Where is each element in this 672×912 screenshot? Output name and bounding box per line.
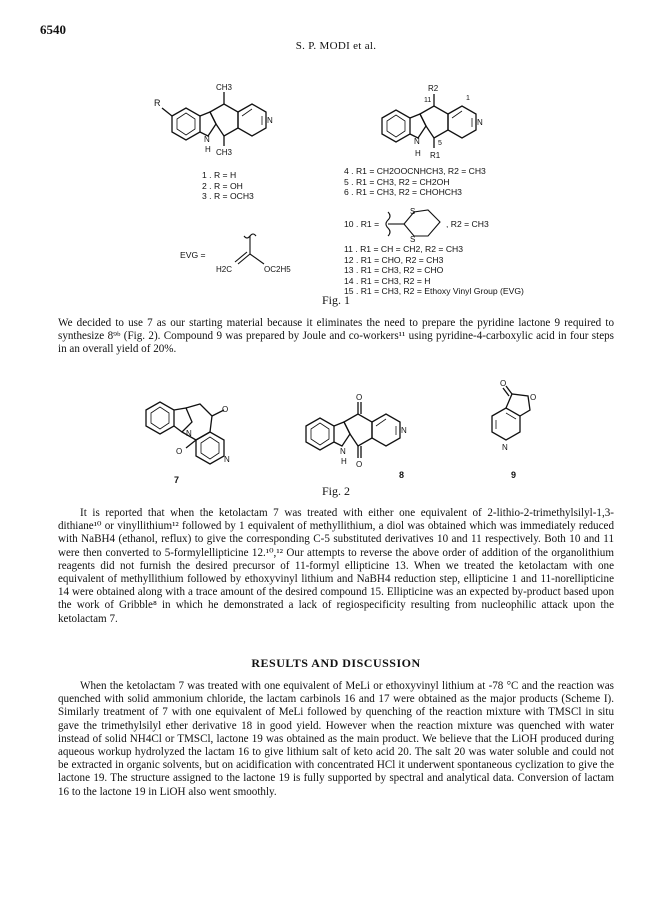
evg-oc2h5: OC2H5	[264, 265, 291, 274]
series-compound-list-2	[344, 244, 524, 297]
pyridine-nitrogen: N	[502, 443, 508, 452]
ellipticine-parent-structure	[150, 78, 300, 160]
list-item: 2 . R = OH	[202, 180, 243, 191]
dithiane-prefix: 10 . R1 =	[344, 219, 380, 229]
dithiane-ring	[384, 200, 448, 244]
ellipticine-series-structure	[370, 78, 510, 166]
indole-hydrogen: H	[415, 149, 421, 158]
position-11: 11	[424, 97, 432, 104]
quinone-oxygen-top: O	[356, 393, 363, 402]
position-1: 1	[466, 95, 470, 102]
list-item: 11 . R1 = CH = CH2, R2 = CH3	[344, 244, 464, 254]
list-item: 6 . R1 = CH3, R2 = CHOHCH3	[344, 187, 462, 198]
indole-nitrogen: N	[340, 447, 346, 456]
compound-7-label: 7	[174, 475, 180, 485]
sulfur-bottom: S	[410, 235, 416, 244]
body-paragraph: It is reported that when the ketolactam 7 was treated with either one equivalent of 2-lithio-2-trimethylsilyl-1,3-dithiane¹⁰ or vinyllithium¹² followed by 1 equivalent of methyllithium, a diol was obtained which was immediately reduced with NaBH4 (ethanol, reflux) to give the corresponding C-5 substituted derivatives 10 and 11 respectively. Both 10 and 11 were then converted to 5-formylellipticine 12.¹⁰,¹² Our attempts to reverse the above order of addition of the organolithium reagents did not furnish the desired precursor of 11-formyl ellipticine 13. When we treated the ketolactam with one equivalent of methyllithium followed by ethoxyvinyl lithium and NaBH4 reduction step, ellipticine 1 and 11-norellipticine 14 were obtained along with a trace amount of the desired compound 15. Ellipticine was an expected by-product based upon the work of Gribble⁸ in which he demonstrated a lack of regiospecificity resulting from nucleophilic attack upon the ketolactam 7.	[58, 507, 614, 625]
list-item: 1 . R = H	[202, 170, 237, 180]
evg-structure	[204, 232, 314, 278]
methyl-top: CH3	[216, 83, 233, 92]
r-substituent: R	[154, 98, 161, 108]
indole-hydrogen: H	[341, 457, 347, 466]
carbonyl-oxygen: O	[222, 405, 229, 414]
results-paragraph: When the ketolactam 7 was treated with one equivalent of MeLi or ethoxyvinyl lithium at -78 °C and the reaction was quenched with solid ammonium chloride, the lactam carbinols 16 and 17 were obtained as the major products (Scheme I). Similarly treatment of 7 with one equivalent of MeLi followed by quenching of the reaction mixture with TMSCl in situ gave the trimethylsilyl ether derivative 18 in good yield. However when the reaction mixture was quenched with water instead of solid NH4Cl or TMSCl, lactone 19 was obtained as the main product. We believe that the LiOH produced during aqueous workup hydrolyzed the lactam 16 to give lithium salt of keto acid 20. The salt 20 was water soluble and could not be extracted in organic solvents, but on acidification with concentrated HCl it underwent spontaneous cyclization to give the lactone 19. The structure assigned to the lactone 19 is fully supported by spectral and analytical data. Conversion of lactam 16 to the lactone 19 in LiOH also went smoothly.	[58, 680, 614, 798]
compound-8-label: 8	[399, 470, 405, 480]
dithiane-suffix: , R2 = CH3	[446, 219, 489, 229]
list-item: 14 . R1 = CH3, R2 = H	[344, 275, 431, 286]
evg-h2c: H2C	[216, 265, 233, 274]
figure-2-caption: Fig. 2	[321, 484, 350, 498]
section-heading: RESULTS AND DISCUSSION	[251, 656, 421, 670]
lactam-nitrogen: N	[186, 429, 192, 438]
quinone-oxygen-bottom: O	[356, 460, 363, 469]
pyridine-nitrogen: N	[267, 116, 273, 125]
figure-1-caption: Fig. 1	[321, 293, 350, 307]
evg-label: EVG =	[180, 250, 206, 260]
list-item: 5 . R1 = CH3, R2 = CH2OH	[344, 176, 450, 187]
indole-nitrogen: N	[414, 137, 420, 146]
r1-label: R1	[430, 151, 441, 160]
r2-label: R2	[428, 84, 439, 93]
lactone-9-structure	[478, 378, 558, 468]
list-item: 4 . R1 = CH2OOCNHCH3, R2 = CH3	[344, 166, 486, 176]
parent-compound-list	[202, 170, 254, 202]
compound-9-label: 9	[511, 470, 517, 480]
list-item: 12 . R1 = CHO, R2 = CH3	[344, 254, 444, 265]
pyridine-nitrogen: N	[477, 118, 483, 127]
list-item: 15 . R1 = CH3, R2 = Ethoxy Vinyl Group (EVG)	[344, 286, 524, 297]
intro-paragraph: We decided to use 7 as our starting material because it eliminates the need to prepare the pyridine lactone 9 required to synthesize 8⁹ᵇ (Fig. 2). Compound 9 was prepared by Joule and co-workers¹¹ using pyridine-4-carboxylic acid in four steps in an overall yield of 20%.	[58, 317, 614, 356]
ketolactam-7-structure	[140, 388, 260, 480]
pyridine-nitrogen: N	[224, 455, 230, 464]
indole-hydrogen: H	[205, 145, 211, 154]
series-compound-list	[344, 166, 486, 198]
running-title: S. P. MODI et al.	[295, 40, 377, 52]
quinone-8-structure	[300, 392, 430, 474]
list-item: 3 . R = OCH3	[202, 191, 254, 202]
position-5: 5	[438, 140, 442, 147]
sulfur-top: S	[410, 207, 416, 216]
page-number: 6540	[40, 22, 66, 37]
methyl-bottom: CH3	[216, 148, 233, 157]
lactam-oxygen: O	[176, 447, 183, 456]
list-item: 13 . R1 = CH3, R2 = CHO	[344, 265, 444, 276]
pyridine-nitrogen: N	[401, 426, 407, 435]
lactone-ring-oxygen: O	[530, 393, 537, 402]
lactone-carbonyl-oxygen: O	[500, 379, 507, 388]
indole-nitrogen: N	[204, 135, 210, 144]
